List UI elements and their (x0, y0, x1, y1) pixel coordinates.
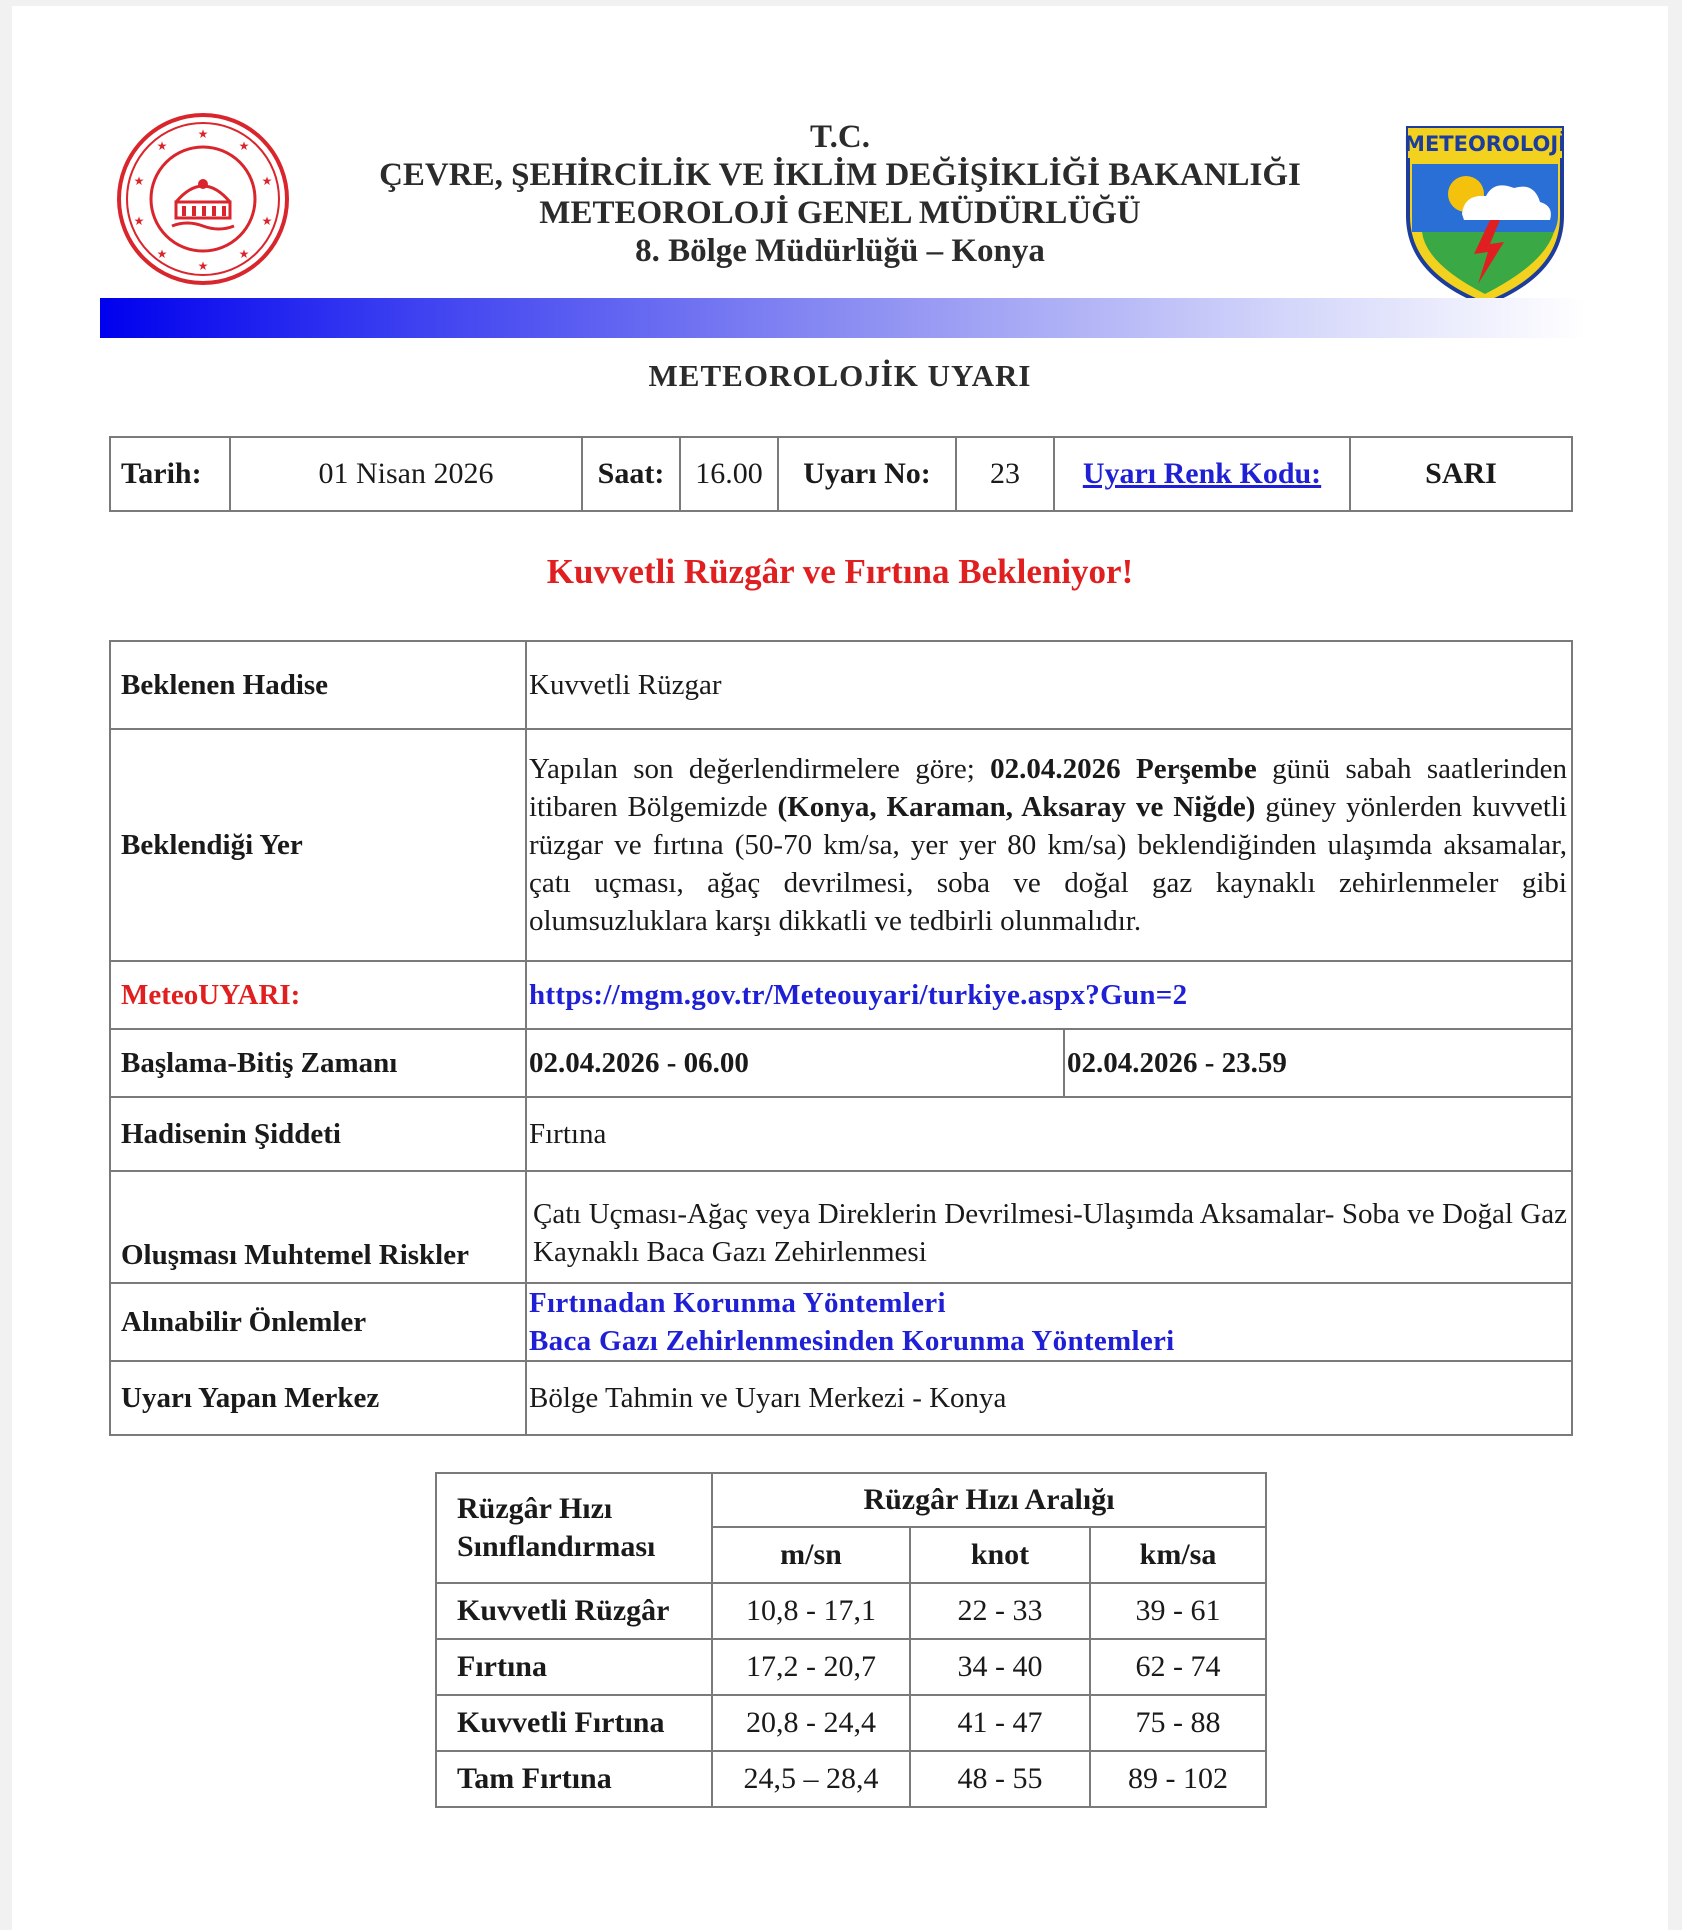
place-text-2: günü sabah saatlerinden itibaren Bölgemizde (529, 753, 1567, 823)
expected-place-label: Beklendiği Yer (110, 729, 526, 961)
table-row (436, 1583, 1266, 1639)
place-date: 02.04.2026 Perşembe (990, 753, 1257, 785)
storm-protection-link[interactable]: Fırtınadan Korunma Yöntemleri (529, 1287, 946, 1319)
header-gradient-bar (100, 298, 1586, 338)
period-start: 02.04.2026 - 06.00 (526, 1029, 1064, 1097)
table-row (110, 1361, 1572, 1435)
table-row (110, 641, 1572, 729)
unit-knot-header: knot (910, 1527, 1090, 1583)
color-code-cell (1054, 437, 1350, 511)
date-label: Tarih: (110, 437, 230, 511)
warning-details-table (109, 640, 1573, 1436)
wind-ms-value: 20,8 - 24,4 (712, 1695, 910, 1751)
measures-label: Alınabilir Önlemler (110, 1283, 526, 1361)
warning-info-table (109, 436, 1573, 512)
svg-text:★: ★ (238, 247, 250, 261)
wind-knot-value: 48 - 55 (910, 1751, 1090, 1807)
meteo-warning-label: MeteoUYARI: (110, 961, 526, 1029)
time-label: Saat: (582, 437, 680, 511)
expected-place-value (526, 729, 1572, 961)
ministry-seal-icon (114, 110, 292, 288)
wind-class-header: Rüzgâr Hızı Sınıflandırması (436, 1473, 712, 1583)
time-value: 16.00 (680, 437, 778, 511)
place-text-3: güney yönlerden kuvvetli rüzgar ve fırtına (50-70 km/sa, yer yer 80 km/sa) beklendiğinden ulaşımda aksamalar, çatı uçması, ağaç devrilmesi, soba ve doğal gaz kaynaklı zehirlenmeler gibi olumsuzluklara karşı dikkatli ve tedbirli olunmalıdır. (529, 791, 1568, 937)
table-row (436, 1473, 1266, 1527)
expected-event-value: Kuvvetli Rüzgar (526, 641, 1572, 729)
svg-text:★: ★ (133, 174, 145, 188)
table-row (110, 1097, 1572, 1171)
svg-text:★: ★ (261, 214, 273, 228)
table-row (110, 729, 1572, 961)
table-row (110, 961, 1572, 1029)
wind-speed-table (435, 1472, 1267, 1808)
table-row (110, 1171, 1572, 1283)
header-line-directorate: METEOROLOJİ GENEL MÜDÜRLÜĞÜ (539, 195, 1141, 231)
svg-text:★: ★ (133, 214, 145, 228)
wind-ms-value: 17,2 - 20,7 (712, 1639, 910, 1695)
period-end: 02.04.2026 - 23.59 (1064, 1029, 1572, 1097)
center-value: Bölge Tahmin ve Uyarı Merkezi - Konya (526, 1361, 1572, 1435)
wind-kmh-value: 39 - 61 (1090, 1583, 1266, 1639)
svg-text:★: ★ (156, 139, 168, 153)
severity-label: Hadisenin Şiddeti (110, 1097, 526, 1171)
wind-kmh-value: 89 - 102 (1090, 1751, 1266, 1807)
wind-ms-value: 10,8 - 17,1 (712, 1583, 910, 1639)
color-code-value: SARI (1350, 437, 1572, 511)
wind-kmh-value: 75 - 88 (1090, 1695, 1266, 1751)
date-value: 01 Nisan 2026 (230, 437, 582, 511)
svg-text:★: ★ (156, 247, 168, 261)
warning-no-label: Uyarı No: (778, 437, 956, 511)
meteo-warning-link-cell (526, 961, 1572, 1029)
meteoroloji-logo-icon (1404, 124, 1566, 306)
risks-value: Çatı Uçması-Ağaç veya Direklerin Devrilmesi-Ulaşımda Aksamalar- Soba ve Doğal Gaz Kaynaklı Baca Gazı Zehirlenmesi (526, 1171, 1572, 1283)
document-title: METEOROLOJİK UYARI (648, 358, 1032, 393)
table-row (110, 1283, 1572, 1361)
wind-knot-value: 41 - 47 (910, 1695, 1090, 1751)
flue-gas-protection-link[interactable]: Baca Gazı Zehirlenmesinden Korunma Yöntemleri (529, 1325, 1175, 1357)
severity-value: Fırtına (526, 1097, 1572, 1171)
table-row (436, 1639, 1266, 1695)
letterhead (12, 6, 1668, 336)
wind-class-name: Tam Fırtına (436, 1751, 712, 1807)
header-line-region: 8. Bölge Müdürlüğü – Konya (635, 233, 1045, 269)
meteo-warning-link[interactable]: https://mgm.gov.tr/Meteouyari/turkiye.aspx?Gun=2 (529, 978, 1188, 1011)
measures-links (526, 1283, 1572, 1361)
warning-no-value: 23 (956, 437, 1054, 511)
table-row (110, 1029, 1572, 1097)
period-label: Başlama-Bitiş Zamanı (110, 1029, 526, 1097)
wind-class-name: Kuvvetli Fırtına (436, 1695, 712, 1751)
header-line-ministry: ÇEVRE, ŞEHİRCİLİK VE İKLİM DEĞİŞİKLİĞİ BAKANLIĞI (379, 157, 1301, 193)
place-text-1: Yapılan son değerlendirmelere göre; (529, 753, 991, 785)
logo-lettering: METEOROLOJİ (1404, 132, 1566, 156)
wind-kmh-value: 62 - 74 (1090, 1639, 1266, 1695)
svg-text:★: ★ (261, 174, 273, 188)
document-page (12, 6, 1668, 1930)
header-line-tc: T.C. (810, 119, 870, 155)
color-code-link[interactable]: Uyarı Renk Kodu: (1082, 457, 1322, 490)
table-row (436, 1695, 1266, 1751)
wind-knot-value: 22 - 33 (910, 1583, 1090, 1639)
wind-class-name: Fırtına (436, 1639, 712, 1695)
wind-knot-value: 34 - 40 (910, 1639, 1090, 1695)
center-label: Uyarı Yapan Merkez (110, 1361, 526, 1435)
table-row (436, 1751, 1266, 1807)
svg-text:★: ★ (197, 127, 209, 141)
svg-text:★: ★ (238, 139, 250, 153)
wind-range-header: Rüzgâr Hızı Aralığı (712, 1473, 1266, 1527)
wind-ms-value: 24,5 – 28,4 (712, 1751, 910, 1807)
warning-headline: Kuvvetli Rüzgâr ve Fırtına Bekleniyor! (546, 552, 1134, 591)
letterhead-text (312, 118, 1368, 270)
wind-class-name: Kuvvetli Rüzgâr (436, 1583, 712, 1639)
unit-ms-header: m/sn (712, 1527, 910, 1583)
unit-kmh-header: km/sa (1090, 1527, 1266, 1583)
place-provinces: (Konya, Karaman, Aksaray ve Niğde) (777, 791, 1256, 823)
risks-label: Oluşması Muhtemel Riskler (110, 1171, 526, 1283)
svg-text:★: ★ (197, 259, 209, 273)
expected-event-label: Beklenen Hadise (110, 641, 526, 729)
